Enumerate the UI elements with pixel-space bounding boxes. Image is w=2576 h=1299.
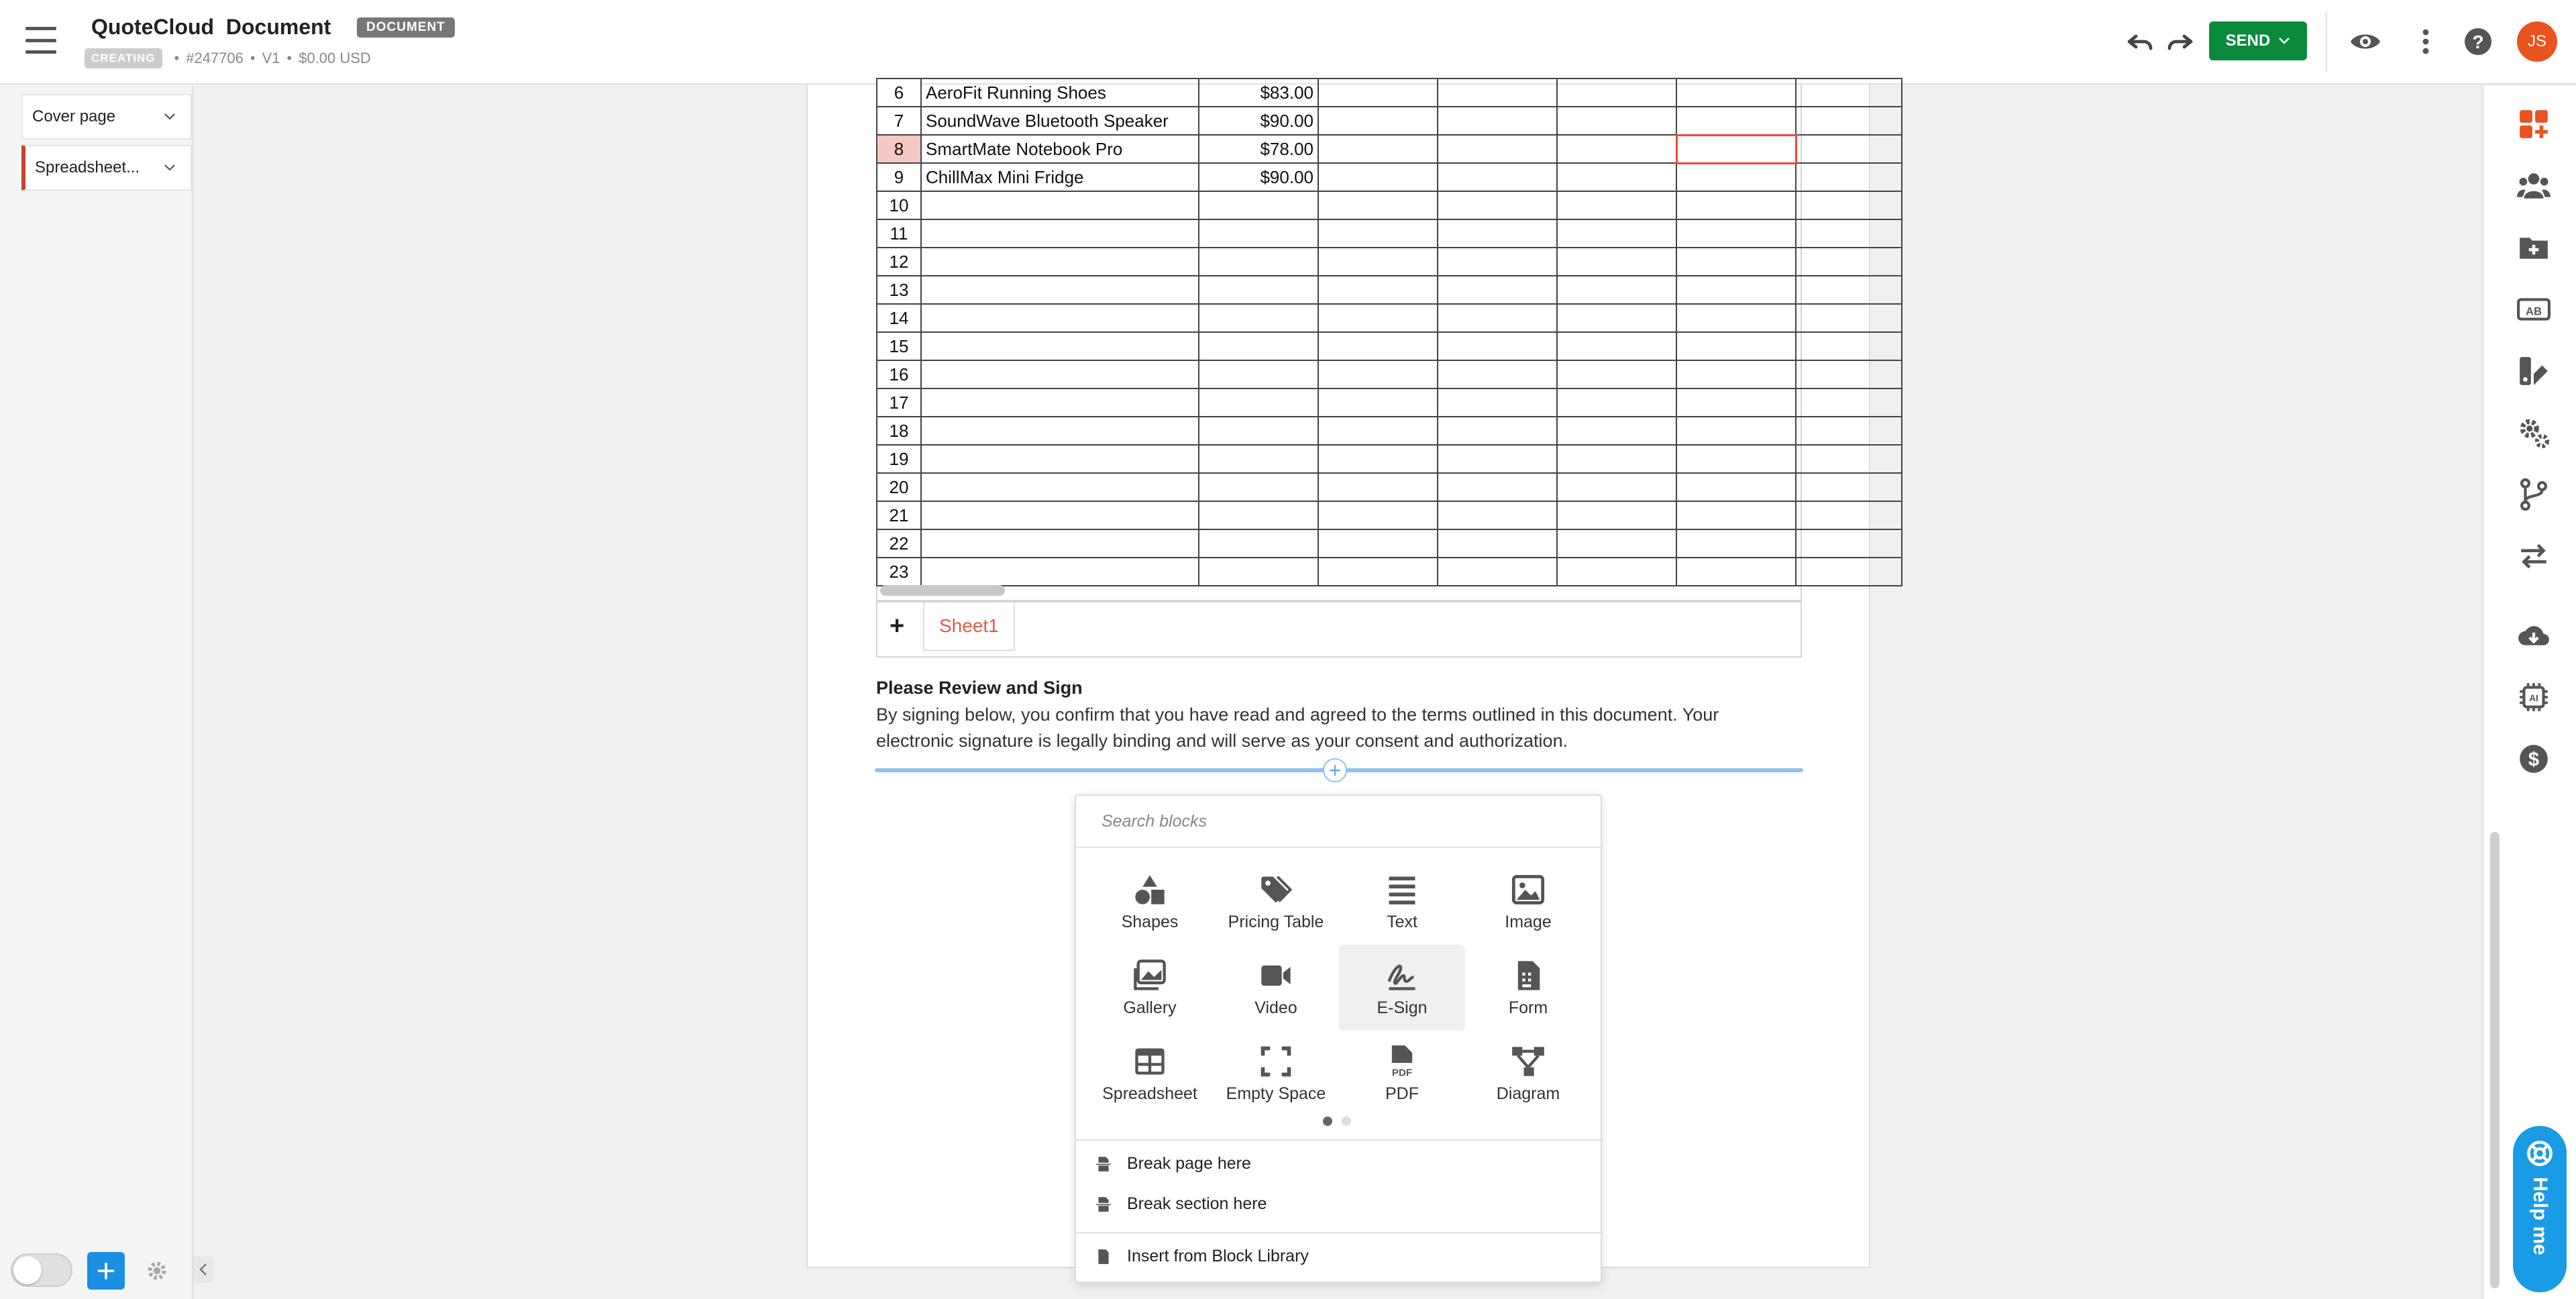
row-number[interactable]: 14	[877, 304, 921, 332]
cell[interactable]	[1676, 219, 1796, 248]
cell[interactable]	[1438, 219, 1557, 248]
table-row	[877, 107, 1902, 135]
cell-product-name[interactable]	[921, 473, 1199, 501]
cell[interactable]	[1438, 191, 1557, 219]
cell[interactable]	[1796, 332, 1902, 360]
cell[interactable]	[1676, 163, 1796, 191]
cell[interactable]	[1318, 558, 1438, 586]
cell[interactable]	[1557, 79, 1676, 107]
vertical-scrollbar[interactable]	[2490, 832, 2500, 1288]
row-number[interactable]: 20	[877, 473, 921, 501]
cell-price[interactable]	[1199, 248, 1318, 276]
cell[interactable]	[1796, 219, 1902, 248]
block-image[interactable]	[1465, 859, 1591, 945]
cell[interactable]	[1318, 79, 1438, 107]
tag-icon	[1258, 872, 1293, 907]
cell-price[interactable]	[1199, 529, 1318, 558]
add-block-button[interactable]: +	[87, 1252, 125, 1290]
document-title[interactable]: QuoteCloud Document	[91, 15, 331, 39]
chevron-down-icon	[164, 113, 176, 121]
menu-icon[interactable]	[25, 27, 56, 54]
cell[interactable]	[1438, 248, 1557, 276]
help-me-button[interactable]	[2513, 1126, 2567, 1292]
review-text: By signing below, you confirm that you have read and agreed to the terms outlined in this document. Your electronic signature is legally binding and will serve as your consent and authorization.	[876, 705, 1719, 751]
cell-price[interactable]	[1199, 219, 1318, 248]
cell-product-name[interactable]	[921, 219, 1199, 248]
form-icon	[1511, 958, 1546, 993]
table-row	[877, 388, 1902, 417]
cell[interactable]	[1796, 304, 1902, 332]
empty-space-icon	[1258, 1044, 1293, 1079]
cell[interactable]	[1438, 79, 1557, 107]
send-label: SEND	[2225, 32, 2271, 50]
cell[interactable]	[1557, 445, 1676, 473]
block-label: Empty Space	[1226, 1084, 1326, 1103]
cell-product-name[interactable]	[921, 332, 1199, 360]
add-sheet-button[interactable]: +	[890, 612, 905, 640]
pricing-dollar-icon[interactable]	[2517, 742, 2551, 776]
cell-product-name[interactable]: SmartMate Notebook Pro	[921, 135, 1199, 163]
cell[interactable]	[1438, 304, 1557, 332]
cell-product-name[interactable]	[921, 558, 1199, 586]
chevron-left-icon	[199, 1263, 208, 1276]
avatar[interactable]: JS	[2517, 21, 2557, 62]
cell[interactable]	[1318, 473, 1438, 501]
cell[interactable]	[1438, 473, 1557, 501]
svg-text:AB: AB	[2525, 305, 2542, 318]
cell[interactable]	[1557, 417, 1676, 445]
cell[interactable]	[1796, 107, 1902, 135]
cell[interactable]	[1557, 360, 1676, 388]
variables-icon[interactable]	[2517, 293, 2551, 326]
cell-product-name[interactable]	[921, 360, 1199, 388]
cell-product-name[interactable]: ChillMax Mini Fridge	[921, 163, 1199, 191]
row-number[interactable]: 17	[877, 388, 921, 417]
cell[interactable]	[1438, 332, 1557, 360]
cell-product-name[interactable]: AeroFit Running Shoes	[921, 79, 1199, 107]
cell[interactable]	[1318, 304, 1438, 332]
cell[interactable]	[1557, 276, 1676, 304]
svg-text:?: ?	[2472, 32, 2484, 52]
design-icon[interactable]	[2517, 354, 2551, 388]
cell-price[interactable]	[1199, 388, 1318, 417]
cell[interactable]	[1438, 529, 1557, 558]
block-label: Gallery	[1123, 998, 1177, 1017]
settings-gears-icon[interactable]	[2517, 416, 2551, 450]
block-shapes[interactable]	[1087, 859, 1213, 945]
cell[interactable]	[1318, 191, 1438, 219]
cell[interactable]	[1318, 332, 1438, 360]
meta-separator: •	[174, 50, 180, 66]
cell[interactable]	[1438, 558, 1557, 586]
cell[interactable]	[1796, 360, 1902, 388]
sidebar-item-cover-page[interactable]	[21, 94, 192, 140]
cell-product-name[interactable]	[921, 445, 1199, 473]
gallery-icon	[1132, 958, 1167, 993]
table-row	[877, 417, 1902, 445]
cell[interactable]	[1318, 529, 1438, 558]
row-number[interactable]: 18	[877, 417, 921, 445]
spreadsheet-grid[interactable]	[876, 78, 1902, 586]
page-break-icon	[1095, 1155, 1112, 1173]
cell[interactable]	[1796, 417, 1902, 445]
cell[interactable]	[1318, 219, 1438, 248]
row-number[interactable]: 10	[877, 191, 921, 219]
cell[interactable]	[1318, 360, 1438, 388]
page-dot-1[interactable]	[1323, 1116, 1332, 1126]
cell-price[interactable]: $90.00	[1199, 163, 1318, 191]
block-spreadsheet[interactable]	[1087, 1031, 1213, 1116]
diagram-icon	[1511, 1044, 1546, 1079]
left-panel	[0, 86, 193, 1299]
block-label: E-Sign	[1377, 998, 1428, 1017]
break-section-option[interactable]	[1095, 1194, 1267, 1214]
block-label: Shapes	[1121, 912, 1179, 931]
cell[interactable]	[1438, 276, 1557, 304]
cell-price[interactable]	[1199, 276, 1318, 304]
shapes-icon	[1132, 872, 1167, 907]
document-version: V1	[262, 50, 280, 66]
divider	[2326, 12, 2327, 72]
cell[interactable]	[1796, 276, 1902, 304]
cell[interactable]	[1676, 501, 1796, 529]
table-row	[877, 529, 1902, 558]
block-label: Form	[1508, 998, 1548, 1017]
cell-product-name[interactable]	[921, 501, 1199, 529]
cell[interactable]	[1438, 163, 1557, 191]
cell[interactable]	[1318, 276, 1438, 304]
cell[interactable]	[1318, 163, 1438, 191]
cell[interactable]	[1557, 501, 1676, 529]
cell[interactable]	[1796, 388, 1902, 417]
cell[interactable]	[1557, 163, 1676, 191]
row-number[interactable]: 15	[877, 332, 921, 360]
cell-price[interactable]	[1199, 332, 1318, 360]
block-diagram[interactable]	[1465, 1031, 1591, 1116]
video-icon	[1258, 958, 1293, 993]
cell-product-name[interactable]	[921, 248, 1199, 276]
row-number[interactable]: 7	[877, 107, 921, 135]
row-number[interactable]: 13	[877, 276, 921, 304]
break-page-label: Break page here	[1127, 1154, 1251, 1173]
document-amount: $0.00 USD	[299, 50, 371, 66]
chevron-down-icon	[164, 164, 176, 172]
download-cloud-icon[interactable]	[2517, 619, 2551, 652]
insert-block-plus-icon[interactable]: +	[1323, 758, 1347, 782]
block-e-sign[interactable]	[1339, 945, 1465, 1031]
table-row	[877, 360, 1902, 388]
row-number[interactable]: 23	[877, 558, 921, 586]
divider	[1076, 1232, 1601, 1233]
block-label: Video	[1254, 998, 1297, 1017]
cell[interactable]	[1438, 445, 1557, 473]
cell-price[interactable]	[1199, 473, 1318, 501]
cell[interactable]	[1557, 304, 1676, 332]
cell-product-name[interactable]	[921, 388, 1199, 417]
row-number[interactable]: 19	[877, 445, 921, 473]
gear-icon[interactable]	[145, 1259, 169, 1283]
block-video[interactable]	[1213, 945, 1339, 1031]
divider	[1076, 1139, 1601, 1141]
undo-icon[interactable]	[2124, 25, 2156, 58]
sidebar-item-label: Spreadsheet...	[35, 158, 140, 176]
lifebuoy-icon	[2526, 1139, 2554, 1167]
table-row	[877, 276, 1902, 304]
cell-price[interactable]	[1199, 417, 1318, 445]
table-row	[877, 248, 1902, 276]
cell[interactable]	[1796, 529, 1902, 558]
cell-price[interactable]	[1199, 191, 1318, 219]
table-row	[877, 79, 1902, 107]
horizontal-scrollbar[interactable]	[880, 585, 1005, 596]
status-badge: CREATING	[85, 48, 162, 68]
row-number[interactable]: 16	[877, 360, 921, 388]
cell[interactable]	[1557, 191, 1676, 219]
cell[interactable]	[1557, 558, 1676, 586]
block-label: Text	[1387, 912, 1417, 931]
row-number[interactable]: 8	[877, 135, 921, 163]
cell[interactable]	[1676, 388, 1796, 417]
insert-library-label: Insert from Block Library	[1127, 1247, 1309, 1265]
block-picker	[1075, 794, 1602, 1283]
cell[interactable]	[1318, 445, 1438, 473]
cell[interactable]	[1676, 360, 1796, 388]
cell-price[interactable]	[1199, 304, 1318, 332]
table-row	[877, 332, 1902, 360]
sidebar-item-label: Cover page	[32, 107, 116, 125]
block-label: PDF	[1385, 1084, 1419, 1103]
block-text[interactable]	[1339, 859, 1465, 945]
cell-product-name[interactable]	[921, 417, 1199, 445]
image-icon	[1511, 872, 1546, 907]
cell[interactable]	[1796, 191, 1902, 219]
redo-icon[interactable]	[2164, 25, 2196, 58]
cell[interactable]	[1318, 135, 1438, 163]
svg-text:PDF: PDF	[1391, 1067, 1413, 1079]
cell[interactable]	[1796, 558, 1902, 586]
cell-product-name[interactable]	[921, 191, 1199, 219]
table-row	[877, 445, 1902, 473]
cell[interactable]	[1796, 163, 1902, 191]
cell[interactable]	[1557, 219, 1676, 248]
cell[interactable]	[1438, 417, 1557, 445]
cell[interactable]	[1318, 501, 1438, 529]
block-gallery[interactable]	[1087, 945, 1213, 1031]
cell[interactable]	[1676, 417, 1796, 445]
cell[interactable]	[1438, 501, 1557, 529]
cell[interactable]	[1676, 332, 1796, 360]
document-type-badge: DOCUMENT	[357, 17, 455, 38]
cell-product-name[interactable]	[921, 304, 1199, 332]
cell[interactable]	[1676, 558, 1796, 586]
review-heading: Please Review and Sign	[876, 678, 1083, 698]
meta-separator: •	[286, 50, 292, 66]
workflow-branch-icon[interactable]	[2517, 478, 2551, 511]
cell[interactable]	[1676, 248, 1796, 276]
row-number[interactable]: 12	[877, 248, 921, 276]
spreadsheet-icon	[1132, 1044, 1167, 1079]
cell[interactable]	[1557, 107, 1676, 135]
cell[interactable]	[1318, 248, 1438, 276]
section-break-icon	[1095, 1196, 1112, 1213]
cell-price[interactable]: $90.00	[1199, 107, 1318, 135]
cell[interactable]	[1557, 332, 1676, 360]
page-dot-2[interactable]	[1342, 1116, 1351, 1126]
cell[interactable]	[1676, 135, 1796, 163]
cell[interactable]	[1438, 107, 1557, 135]
bottom-tools	[0, 1245, 193, 1299]
add-content-icon[interactable]	[2517, 231, 2551, 264]
preview-eye-icon[interactable]	[2349, 25, 2381, 58]
cell[interactable]	[1557, 529, 1676, 558]
table-row	[877, 135, 1902, 163]
cell-price[interactable]	[1199, 501, 1318, 529]
cell[interactable]	[1796, 135, 1902, 163]
cell[interactable]	[1676, 79, 1796, 107]
collapse-panel-button[interactable]	[193, 1256, 213, 1283]
cell-price[interactable]: $83.00	[1199, 79, 1318, 107]
cell[interactable]	[1318, 388, 1438, 417]
row-number[interactable]: 9	[877, 163, 921, 191]
block-label: Pricing Table	[1228, 912, 1324, 931]
text-icon	[1385, 872, 1419, 907]
help-icon[interactable]	[2462, 25, 2494, 58]
table-row	[877, 473, 1902, 501]
cell[interactable]	[1557, 135, 1676, 163]
more-options-icon[interactable]	[2410, 25, 2442, 58]
ai-chip-icon[interactable]	[2517, 680, 2551, 714]
block-label: Diagram	[1496, 1084, 1560, 1103]
cell[interactable]	[1676, 304, 1796, 332]
cell[interactable]	[1796, 501, 1902, 529]
add-blocks-icon[interactable]	[2517, 107, 2551, 141]
cell-price[interactable]	[1199, 360, 1318, 388]
document-meta	[85, 48, 371, 68]
view-toggle[interactable]	[11, 1253, 72, 1287]
cell[interactable]	[1438, 360, 1557, 388]
block-grid	[1087, 859, 1591, 1116]
chevron-down-icon	[2278, 37, 2290, 45]
search-blocks-input[interactable]: Search blocks	[1076, 796, 1601, 848]
cell[interactable]	[1557, 473, 1676, 501]
cell-product-name[interactable]	[921, 529, 1199, 558]
row-number[interactable]: 22	[877, 529, 921, 558]
pdf-icon	[1385, 1044, 1419, 1079]
meta-separator: •	[250, 50, 256, 66]
cell[interactable]	[1318, 107, 1438, 135]
document-id: #247706	[186, 50, 244, 66]
cell[interactable]	[1676, 107, 1796, 135]
block-empty-space[interactable]	[1213, 1031, 1339, 1116]
cell[interactable]	[1557, 248, 1676, 276]
block-label: Spreadsheet	[1102, 1084, 1197, 1103]
row-number[interactable]: 21	[877, 501, 921, 529]
break-section-label: Break section here	[1127, 1194, 1267, 1213]
table-row	[877, 219, 1902, 248]
cell[interactable]	[1796, 473, 1902, 501]
pagination-dots	[1323, 1116, 1351, 1126]
cell[interactable]	[1438, 388, 1557, 417]
sidebar-item-spreadsheet[interactable]	[21, 145, 192, 191]
sheet-tabs	[876, 601, 1802, 658]
contacts-icon[interactable]	[2517, 169, 2551, 203]
top-bar	[0, 0, 2576, 85]
cell-price[interactable]	[1199, 558, 1318, 586]
cell-product-name[interactable]	[921, 276, 1199, 304]
help-me-label: Help me	[2529, 1177, 2551, 1255]
cell[interactable]	[1796, 248, 1902, 276]
library-icon	[1095, 1248, 1112, 1265]
table-row	[877, 558, 1902, 586]
integrations-icon[interactable]	[2517, 539, 2551, 573]
cell[interactable]	[1676, 191, 1796, 219]
table-row	[877, 501, 1902, 529]
cell[interactable]	[1318, 417, 1438, 445]
cell[interactable]	[1796, 445, 1902, 473]
insert-from-library-option[interactable]	[1095, 1247, 1309, 1266]
block-pdf[interactable]	[1339, 1031, 1465, 1116]
break-page-option[interactable]	[1095, 1154, 1251, 1174]
table-row	[877, 191, 1902, 219]
row-number[interactable]: 6	[877, 79, 921, 107]
tab-sheet1[interactable]: Sheet1	[923, 603, 1015, 651]
cell-price[interactable]	[1199, 445, 1318, 473]
table-row	[877, 163, 1902, 191]
svg-text:$: $	[2528, 749, 2540, 771]
row-number[interactable]: 11	[877, 219, 921, 248]
block-form[interactable]	[1465, 945, 1591, 1031]
cell[interactable]	[1676, 529, 1796, 558]
cell[interactable]	[1676, 473, 1796, 501]
cell-product-name[interactable]: SoundWave Bluetooth Speaker	[921, 107, 1199, 135]
svg-text:AI: AI	[2529, 693, 2538, 704]
cell[interactable]	[1796, 79, 1902, 107]
block-label: Image	[1505, 912, 1552, 931]
block-pricing-table[interactable]	[1213, 859, 1339, 945]
cell[interactable]	[1438, 135, 1557, 163]
cell[interactable]	[1557, 388, 1676, 417]
table-row	[877, 304, 1902, 332]
send-button[interactable]	[2209, 21, 2307, 60]
signature-icon	[1385, 958, 1419, 993]
cell[interactable]	[1676, 276, 1796, 304]
cell[interactable]	[1676, 445, 1796, 473]
cell-price[interactable]: $78.00	[1199, 135, 1318, 163]
